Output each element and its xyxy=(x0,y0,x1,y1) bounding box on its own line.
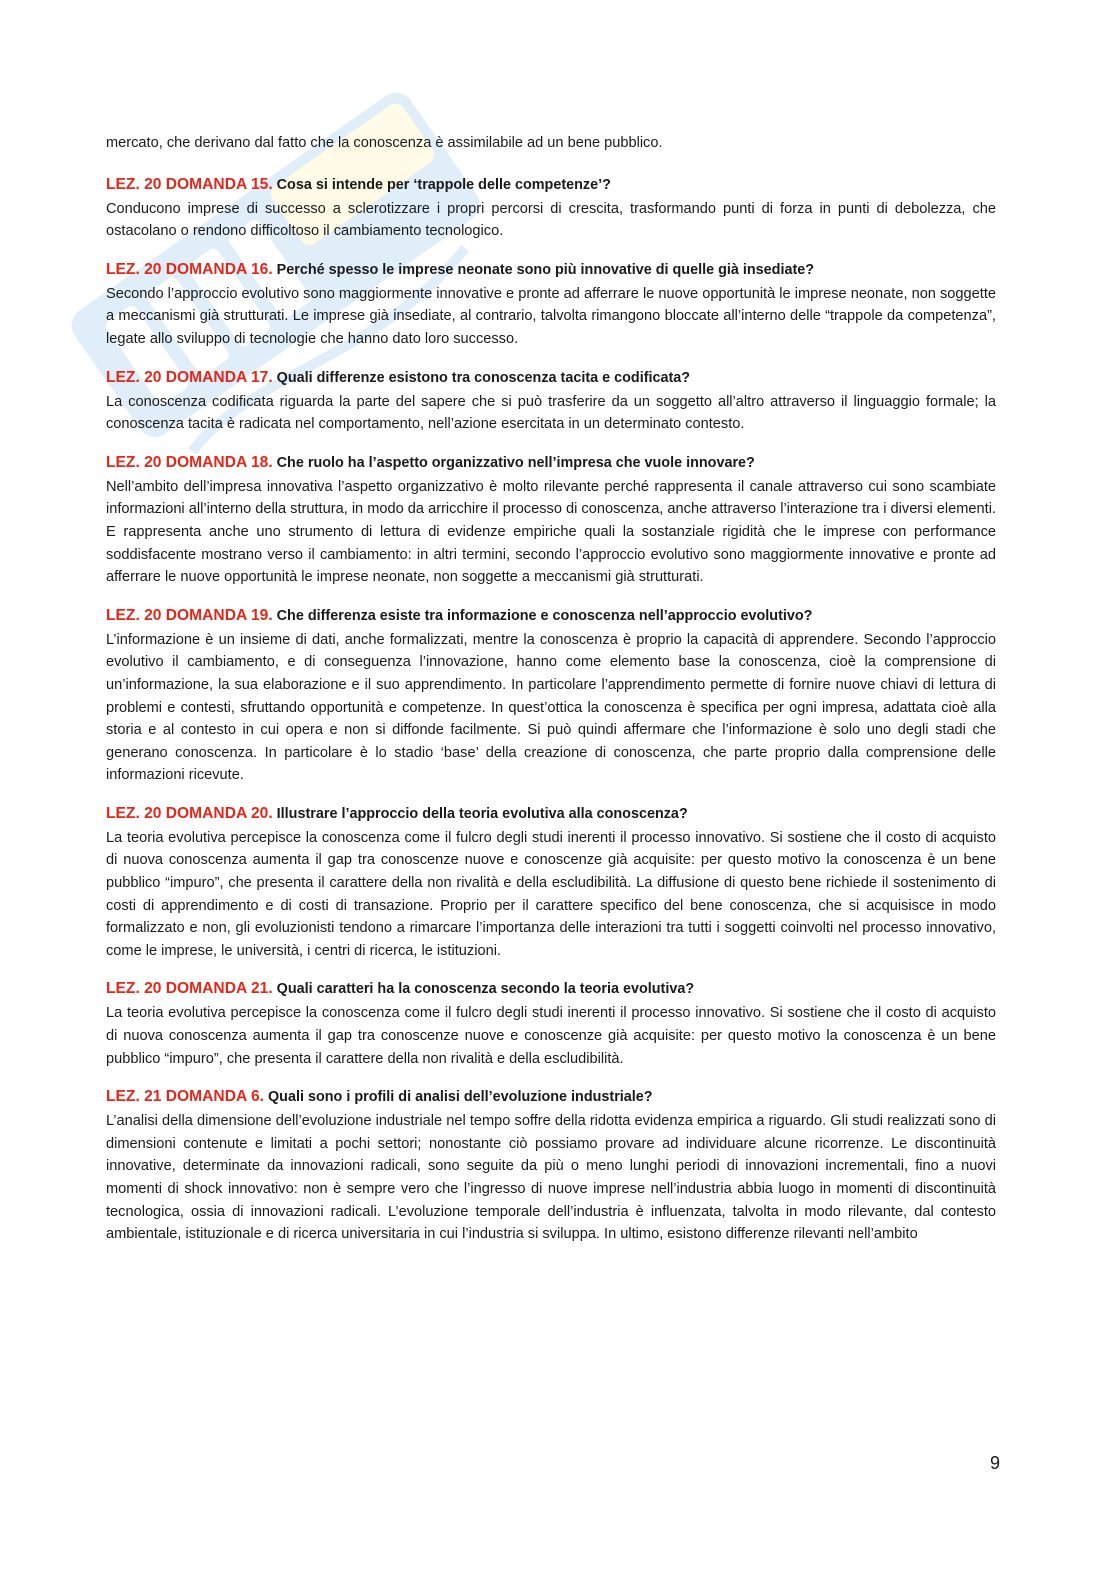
qa-block xyxy=(106,604,996,787)
answer-text: Secondo l’approccio evolutivo sono maggiormente innovative e pronte ad afferrare le nuove opportunità le imprese neonate, non soggette a meccanismi già strutturati. Le imprese già insediate, al contrario, talvolta rimangono bloccate all’interno delle “trappole da competenza”, legate allo sviluppo di tecnologie che hanno dato loro successo. xyxy=(106,285,996,347)
lesson-tag: LEZ. 20 DOMANDA 16. xyxy=(106,260,273,278)
qa-block xyxy=(106,1085,996,1246)
answer-text: L’analisi della dimensione dell’evoluzione industriale nel tempo soffre della ridotta evidenza empirica a riguardo. Gli studi realizzati sono di dimensioni contenute e limitati a pochi settori; nonostante ciò possiamo provare ad individuare alcune ricorrenze. Le discontinuità innovative, determinate da innovazioni radicali, sono seguite da più o meno lunghi periodi di innovazioni incrementali, fino a nuovi momenti di shock innovativo: non è sempre vero che l’ingresso di nuove imprese nell’industria abbia luogo in momenti di discontinuità tecnologica, ossia di innovazioni radicali. L’evoluzione temporale dell’industria è influenzata, talvolta in modo rilevante, dal contesto ambientale, istituzionale e di ricerca universitaria in cui l’industria si sviluppa. In ultimo, esistono differenze rilevanti nell’ambito xyxy=(106,1113,996,1243)
answer-text: La conoscenza codificata riguarda la parte del sapere che si può trasferire da un soggetto all’altro attraverso il linguaggio formale; la conoscenza tacita è radicata nel comportamento, nell’azione esercitata in un determinato contesto. xyxy=(106,393,996,433)
qa-block xyxy=(106,258,996,351)
lesson-tag: LEZ. 20 DOMANDA 20. xyxy=(106,804,273,822)
question-heading xyxy=(106,802,996,826)
answer-text: Conducono imprese di successo a sclerotizzare i propri percorsi di crescita, trasformando punti di forza in punti di debolezza, che ostacolano o rendono difficoltoso il cambiamento tecnologico. xyxy=(106,200,996,240)
question-heading xyxy=(106,451,996,475)
qa-block xyxy=(106,977,996,1070)
lesson-tag: LEZ. 20 DOMANDA 15. xyxy=(106,175,273,193)
lesson-tag: LEZ. 20 DOMANDA 21. xyxy=(106,980,273,998)
lesson-tag: LEZ. 20 DOMANDA 17. xyxy=(106,368,273,386)
question-heading xyxy=(106,366,996,390)
question-text: Quali caratteri ha la conoscenza secondo la teoria evolutiva? xyxy=(276,981,695,998)
question-text: Che ruolo ha l’aspetto organizzativo nell’impresa che vuole innovare? xyxy=(276,454,755,471)
question-text: Perché spesso le imprese neonate sono più innovative di quelle già insediate? xyxy=(276,261,815,278)
question-text: Che differenza esiste tra informazione e conoscenza nell’approccio evolutivo? xyxy=(276,607,813,624)
answer-text: La teoria evolutiva percepisce la conoscenza come il fulcro degli studi inerenti il processo innovativo. Si sostiene che il costo di acquisto di nuova conoscenza aumenta il gap tra conoscenze nuove e conoscenze già acquisite: per questo motivo la conoscenza è un bene pubblico “impuro”, che presenta il carattere della non rivalità e della escludibilità. xyxy=(106,1005,996,1067)
answer-text: La teoria evolutiva percepisce la conoscenza come il fulcro degli studi inerenti il processo innovativo. Si sostiene che il costo di acquisto di nuova conoscenza aumenta il gap tra conoscenze nuove e conoscenze già acquisite: per questo motivo la conoscenza è un bene pubblico “impuro”, che presenta il carattere della non rivalità e della escludibilità. La diffusione di questo bene richiede il sostenimento di costi di apprendimento e di costi di transazione. Proprio per il carattere specifico del bene conoscenza, che si acquisisce in modo formalizzato e non, gli evoluzionisti tendono a rimarcare l’importanza delle interazioni tra tutti i soggetti coinvolti nel processo innovativo, come le imprese, le università, i centri di ricerca, le istituzioni. xyxy=(106,829,996,959)
question-text: Quali sono i profili di analisi dell’evoluzione industriale? xyxy=(267,1089,653,1106)
lesson-tag: LEZ. 20 DOMANDA 18. xyxy=(106,453,273,471)
question-heading xyxy=(106,258,996,282)
page-number: 9 xyxy=(989,1453,1000,1473)
lead-paragraph: mercato, che derivano dal fatto che la conoscenza è assimilabile ad un bene pubblico. xyxy=(106,135,663,151)
qa-block xyxy=(106,366,996,436)
question-text: Cosa si intende per ‘trappole delle competenze’? xyxy=(276,176,611,193)
lesson-tag: LEZ. 21 DOMANDA 6. xyxy=(106,1088,264,1106)
answer-text: Nell’ambito dell’impresa innovativa l’aspetto organizzativo è molto rilevante perché rappresenta il canale attraverso cui sono scambiate informazioni all’interno della struttura, in modo da arricchire il processo di conoscenza, anche attraverso l’interazione tra i diversi elementi. E rappresenta anche uno strumento di lettura di evidenze empiriche quali la sostanziale rigidità che le imprese con performance soddisfacente mostrano verso il cambiamento: in altri termini, secondo l’approccio evolutivo sono maggiormente innovative e pronte ad afferrare le nuove opportunità le imprese neonate, non soggette a meccanismi già strutturati. xyxy=(106,478,996,586)
lesson-tag: LEZ. 20 DOMANDA 19. xyxy=(106,606,273,624)
question-text: Illustrare l’approccio della teoria evolutiva alla conoscenza? xyxy=(276,805,688,822)
qa-block xyxy=(106,173,996,243)
question-heading xyxy=(106,1085,996,1109)
answer-text: L’informazione è un insieme di dati, anche formalizzati, mentre la conoscenza è proprio la capacità di apprendere. Secondo l’approccio evolutivo il cambiamento, e di conseguenza l’innovazione, hanno come elemento base la conoscenza, cioè la comprensione di un’informazione, la sua elaborazione e il suo apprendimento. In particolare l’apprendimento permette di fornire nuove chiavi di lettura di problemi e contesti, sfruttando opportunità e competenze. In quest’ottica la conoscenza è specifica per ogni impresa, adattata cioè alla storia e al contesto in cui opera e non si diffonde facilmente. Si può quindi affermare che l’informazione è solo uno degli stadi che generano conoscenza. In particolare è lo stadio ‘base’ della creazione di conoscenza, che parte proprio dalla comprensione delle informazioni ricevute. xyxy=(106,631,996,784)
document-body xyxy=(106,132,996,1261)
question-heading xyxy=(106,604,996,628)
question-text: Quali differenze esistono tra conoscenza tacita e codificata? xyxy=(276,369,691,386)
qa-block xyxy=(106,451,996,589)
question-heading xyxy=(106,977,996,1001)
qa-block xyxy=(106,802,996,963)
question-heading xyxy=(106,173,996,197)
